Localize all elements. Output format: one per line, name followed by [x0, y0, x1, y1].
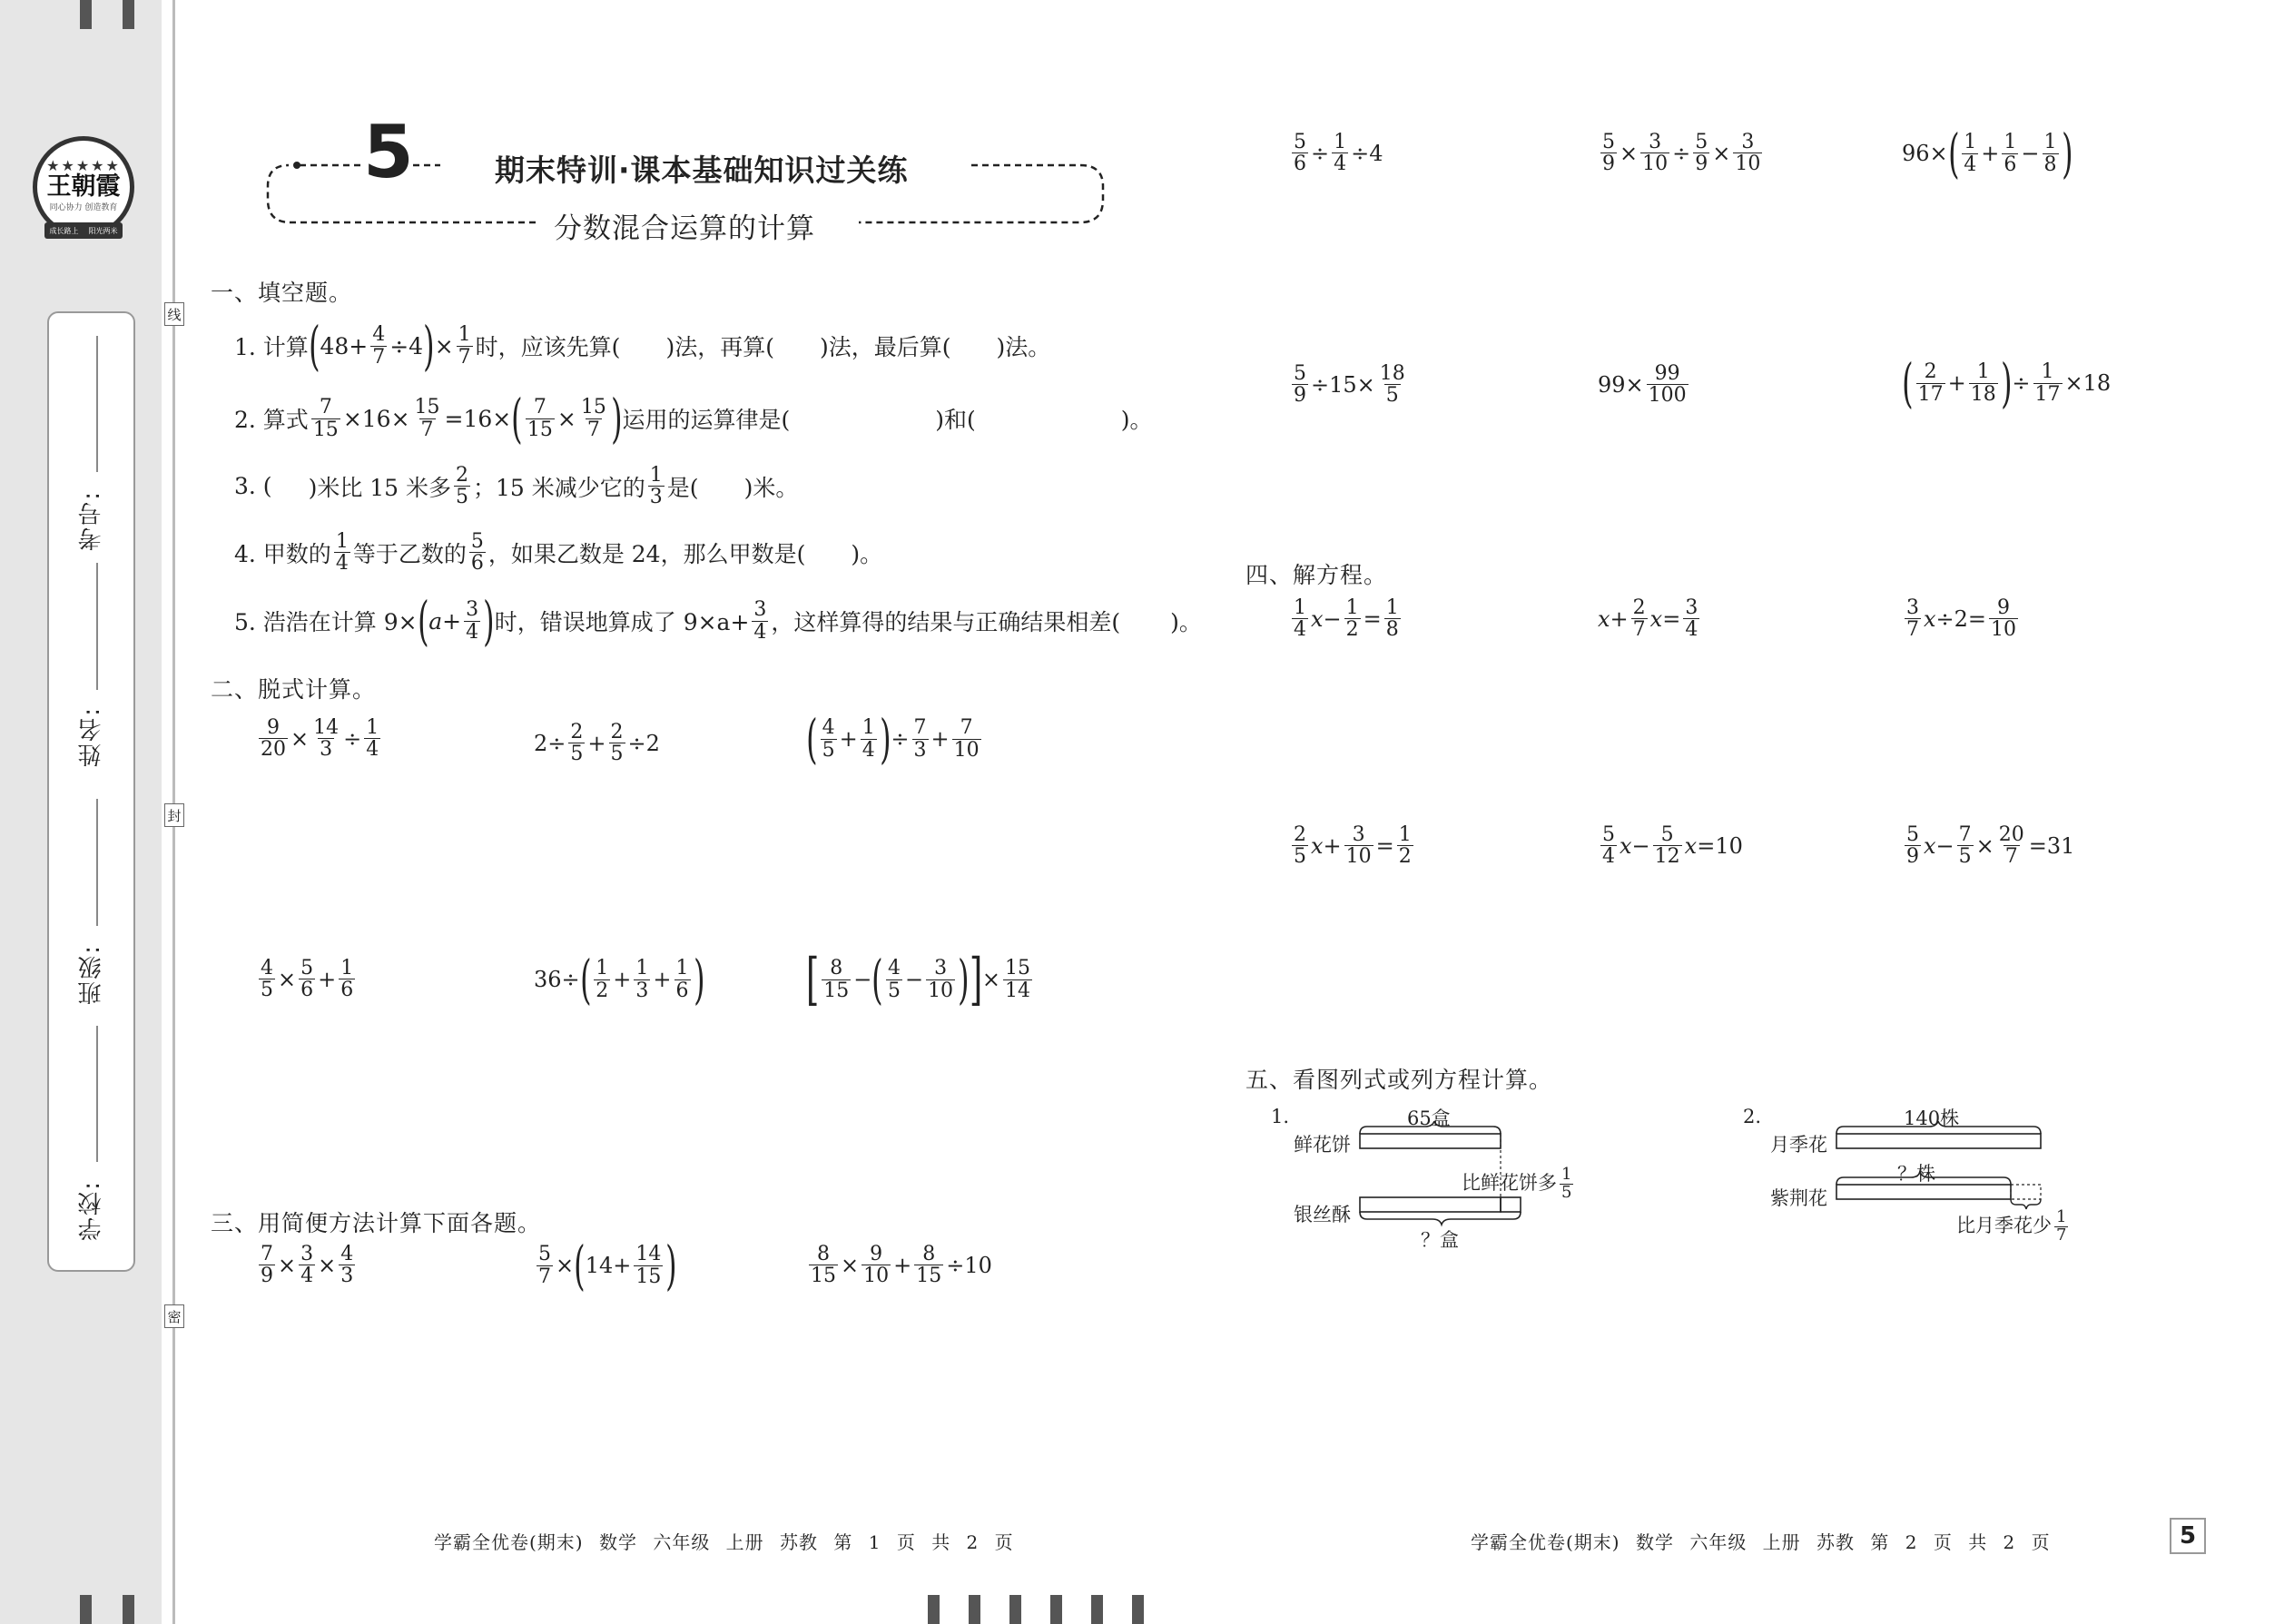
- calc-problem: 5 6 ÷ 1 4 ÷4: [1294, 131, 1383, 176]
- registration-mark: [928, 1595, 940, 1624]
- diagram-label: 银丝酥: [1294, 1204, 1351, 1225]
- registration-mark: [969, 1595, 980, 1624]
- calc-problem: 9 20 × 14 3 ÷ 1 4: [261, 716, 379, 762]
- diagram-label: 65盒: [1407, 1107, 1451, 1129]
- diagram-label: 月季花: [1770, 1134, 1827, 1156]
- registration-mark: [1009, 1595, 1021, 1624]
- section-heading: 三、用简便方法计算下面各题。: [211, 1210, 542, 1236]
- class-label: 班级:: [78, 944, 105, 1005]
- calc-problem: 4 5 × 5 6 + 1 6: [261, 957, 354, 1002]
- diagram-label: 鲜花饼: [1294, 1134, 1351, 1156]
- registration-mark: [1050, 1595, 1062, 1624]
- calc-problem: 8 15 × 9 10 + 8 15 ÷10: [811, 1243, 992, 1288]
- calc-problem: 5 7 × ( 14+ 14 15 ): [538, 1235, 677, 1296]
- segment-diagram-2: [1829, 1121, 2047, 1212]
- cut-mark: 封: [164, 803, 184, 827]
- diagram-number: 1.: [1271, 1106, 1290, 1127]
- segment-diagram-1: [1353, 1121, 1534, 1230]
- section-heading: 二、脱式计算。: [211, 676, 377, 703]
- diagram-label: 140株: [1904, 1107, 1960, 1129]
- diagram-label: 紫荆花: [1770, 1187, 1827, 1209]
- calc-problem: ( 2 17 + 1 18 ) ÷ 1 17 ×18: [1902, 352, 2112, 414]
- school-line[interactable]: [96, 1026, 98, 1162]
- publisher-logo: ★★★★★ 王朝霞 同心协力 创造教育 成长路上 阳光两米: [33, 136, 134, 238]
- class-line[interactable]: [96, 799, 98, 926]
- diagram-number: 2.: [1743, 1106, 1762, 1127]
- page-subtitle: 分数混合运算的计算: [541, 205, 828, 246]
- calc-problem: 36÷ ( 1 2 + 1 3 + 1 6 ): [534, 949, 705, 1010]
- section-heading: 四、解方程。: [1245, 562, 1388, 588]
- calc-problem: 99× 99 100: [1598, 362, 1687, 408]
- calc-problem: 5 9 × 3 10 ÷ 5 9 × 3 10: [1602, 131, 1761, 176]
- cut-mark: 线: [164, 302, 184, 326]
- name-label: 姓名:: [78, 706, 105, 767]
- question-2: 2. 算式 7 15 ×16× 15 7 =16× ( 7 15 × 15 7 ) 运用的运算律是( )和( )。: [234, 388, 1153, 449]
- calc-problem: 96× ( 1 4 + 1 6 − 1 8 ): [1902, 123, 2073, 184]
- equation-problem: 3 7 x ÷2= 9 10: [1906, 596, 2017, 642]
- registration-mark: [80, 0, 92, 29]
- registration-mark: [123, 0, 134, 29]
- question-3: 3. ( )米比 15 米多 2 5 ；15 米减少它的 1 3 是( )米。: [234, 464, 799, 509]
- equation-problem: 1 4 x − 1 2 = 1 8: [1294, 596, 1399, 642]
- unit-number: 5: [363, 110, 414, 194]
- calc-problem: ( 4 5 + 1 4 ) ÷ 7 3 + 7 10: [806, 708, 980, 770]
- calc-problem: 7 9 × 3 4 × 4 3: [261, 1243, 354, 1288]
- equation-problem: 5 9 x − 7 5 × 20 7 =31: [1906, 823, 2075, 869]
- registration-mark: [123, 1595, 134, 1624]
- registration-mark: [80, 1595, 92, 1624]
- equation-problem: 5 4 x − 5 12 x =10: [1602, 823, 1743, 869]
- diagram-label: 比月季花少 $\frac{1}{7}$: [1956, 1207, 2067, 1245]
- diagram-label: ？盒: [1421, 1229, 1459, 1251]
- diagram-label: 比鲜花饼多 $\frac{1}{5}$: [1462, 1165, 1572, 1202]
- registration-mark: [1091, 1595, 1103, 1624]
- section-heading: 五、看图列式或列方程计算。: [1245, 1067, 1553, 1093]
- registration-mark: [1132, 1595, 1144, 1624]
- exam-number-line[interactable]: [96, 336, 98, 472]
- calc-problem: [ 8 15 − ( 4 5 − 3 10 ) ] × 15 14: [805, 946, 1031, 1012]
- calc-problem: 2÷ 2 5 + 2 5 ÷2: [534, 721, 660, 766]
- question-4: 4. 甲数的 1 4 等于乙数的 5 6 ，如果乙数是 24，那么甲数是( )。: [234, 530, 883, 576]
- student-info-box: [47, 311, 135, 1272]
- crown-icon: ★★★★★: [46, 156, 121, 174]
- page-title: 期末特训·课本基础知识过关练: [495, 153, 909, 188]
- cut-mark: 密: [164, 1304, 184, 1328]
- calc-problem: 5 9 ÷15× 18 5: [1294, 362, 1405, 408]
- page-number: 5: [2170, 1518, 2206, 1554]
- exam-number-label: 考号:: [78, 490, 105, 551]
- diagram-label: ？株: [1897, 1163, 1935, 1185]
- equation-problem: x + 2 7 x = 3 4: [1598, 596, 1698, 642]
- section-heading: 一、填空题。: [211, 280, 353, 306]
- school-label: 学校:: [78, 1180, 105, 1241]
- footer-left: 学霸全优卷(期末) 数学 六年级 上册 苏教 第 1 页 共 2 页: [434, 1531, 1014, 1553]
- question-1: 1. 计算 ( 48+ 4 7 ÷4 ) × 1 7 时，应该先算( )法，再算( )法，最后算( )法。: [234, 315, 1051, 377]
- equation-problem: 2 5 x + 3 10 = 1 2: [1294, 823, 1412, 869]
- footer-right: 学霸全优卷(期末) 数学 六年级 上册 苏教 第 2 页 共 2 页: [1471, 1531, 2051, 1553]
- question-5: 5. 浩浩在计算 9× ( a + 3 4 ) 时，错误地算成了 9×a+ $\frac{3}{4}$ ，这样算得的结果与正确结果相差( )。: [234, 590, 1202, 652]
- name-line[interactable]: [96, 563, 98, 690]
